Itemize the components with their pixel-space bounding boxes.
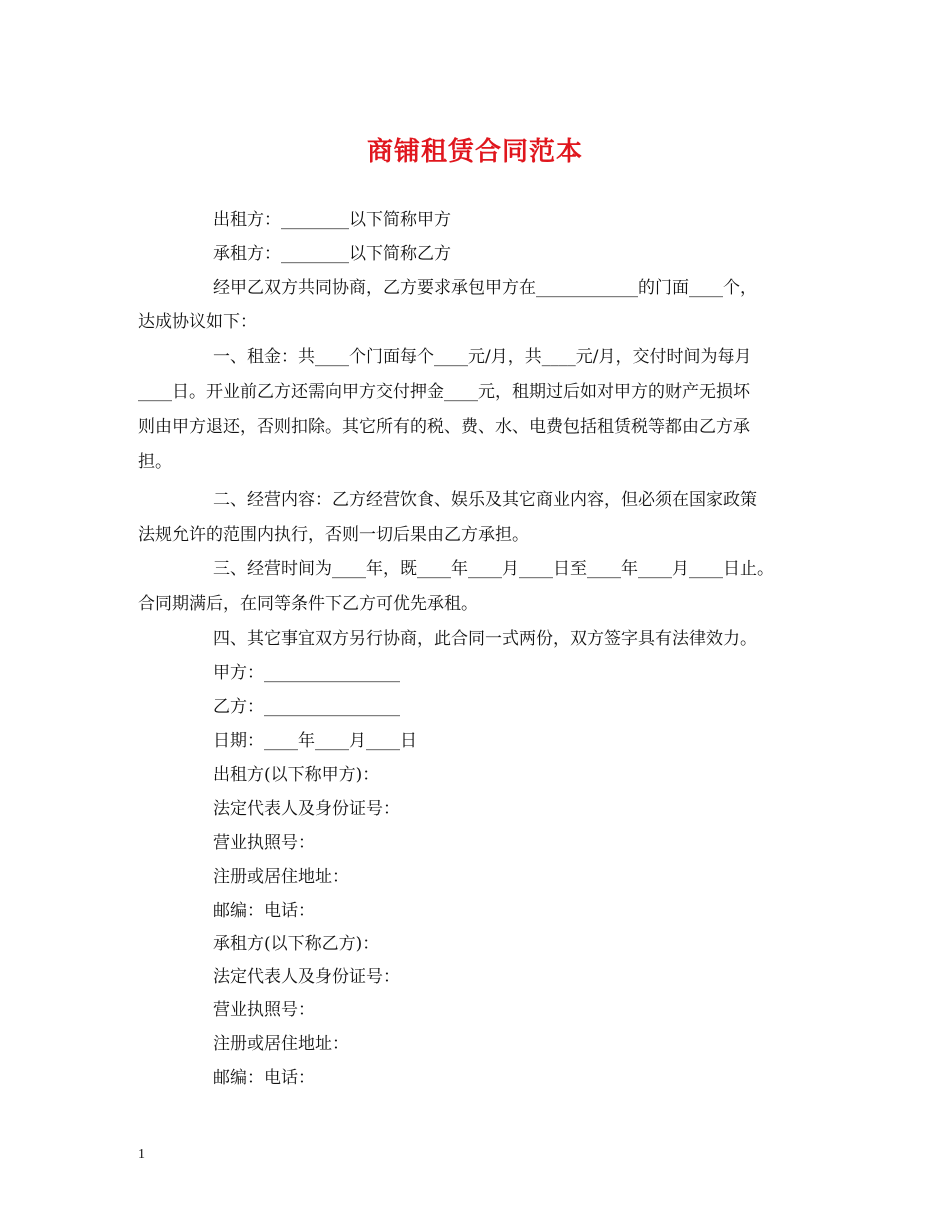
lessor-license: 营业执照号： (213, 833, 315, 853)
party-a-signature: 甲方：________________ (213, 663, 400, 683)
clause-2-line-2: 法规允许的范围内执行，否则一切后果由乙方承担。 (138, 525, 529, 545)
clause-3-line-2: 合同期满后，在同等条件下乙方可优先承租。 (138, 594, 478, 614)
lessor-representative: 法定代表人及身份证号： (213, 799, 400, 819)
clause-4-line: 四、其它事宜双方另行协商，此合同一式两份，双方签字具有法律效力。 (213, 629, 757, 649)
page-number: 1 (138, 1147, 145, 1162)
lessor-heading: 出租方(以下称甲方)： (213, 765, 380, 785)
party-b-signature: 乙方：________________ (213, 697, 400, 717)
lessor-address: 注册或居住地址： (213, 867, 349, 887)
clause-2-line-1: 二、经营内容：乙方经营饮食、娱乐及其它商业内容，但必须在国家政策 (213, 490, 757, 510)
date-line: 日期：____年____月____日 (213, 731, 417, 751)
clause-1-line-1: 一、租金：共____个门面每个____元/月，共____元/月，交付时间为每月 (213, 347, 752, 367)
clause-1-line-4: 担。 (138, 452, 172, 472)
clause-1-line-2: ____日。开业前乙方还需向甲方交付押金____元，租期过后如对甲方的财产无损坏 (138, 382, 750, 402)
lessee-license: 营业执照号： (213, 1000, 315, 1020)
lessee-heading: 承租方(以下称乙方)： (213, 934, 380, 954)
lessee-address: 注册或居住地址： (213, 1034, 349, 1054)
clause-3-line-1: 三、经营时间为____年，既____年____月____日至____年____月____日止。 (213, 559, 774, 579)
lessee-representative: 法定代表人及身份证号： (213, 967, 400, 987)
lessor-line: 出租方：________以下简称甲方 (213, 210, 451, 230)
page-title: 商铺租赁合同范本 (366, 137, 583, 167)
lessee-postcode-phone: 邮编：电话： (213, 1068, 315, 1088)
preamble-line-2: 达成协议如下： (138, 312, 257, 332)
lessor-postcode-phone: 邮编：电话： (213, 901, 315, 921)
lessee-line: 承租方：________以下简称乙方 (213, 244, 451, 264)
clause-1-line-3: 则由甲方退还，否则扣除。其它所有的税、费、水、电费包括租赁税等都由乙方承 (138, 417, 750, 437)
preamble-line-1: 经甲乙双方共同协商，乙方要求承包甲方在____________的门面____个， (213, 278, 757, 298)
